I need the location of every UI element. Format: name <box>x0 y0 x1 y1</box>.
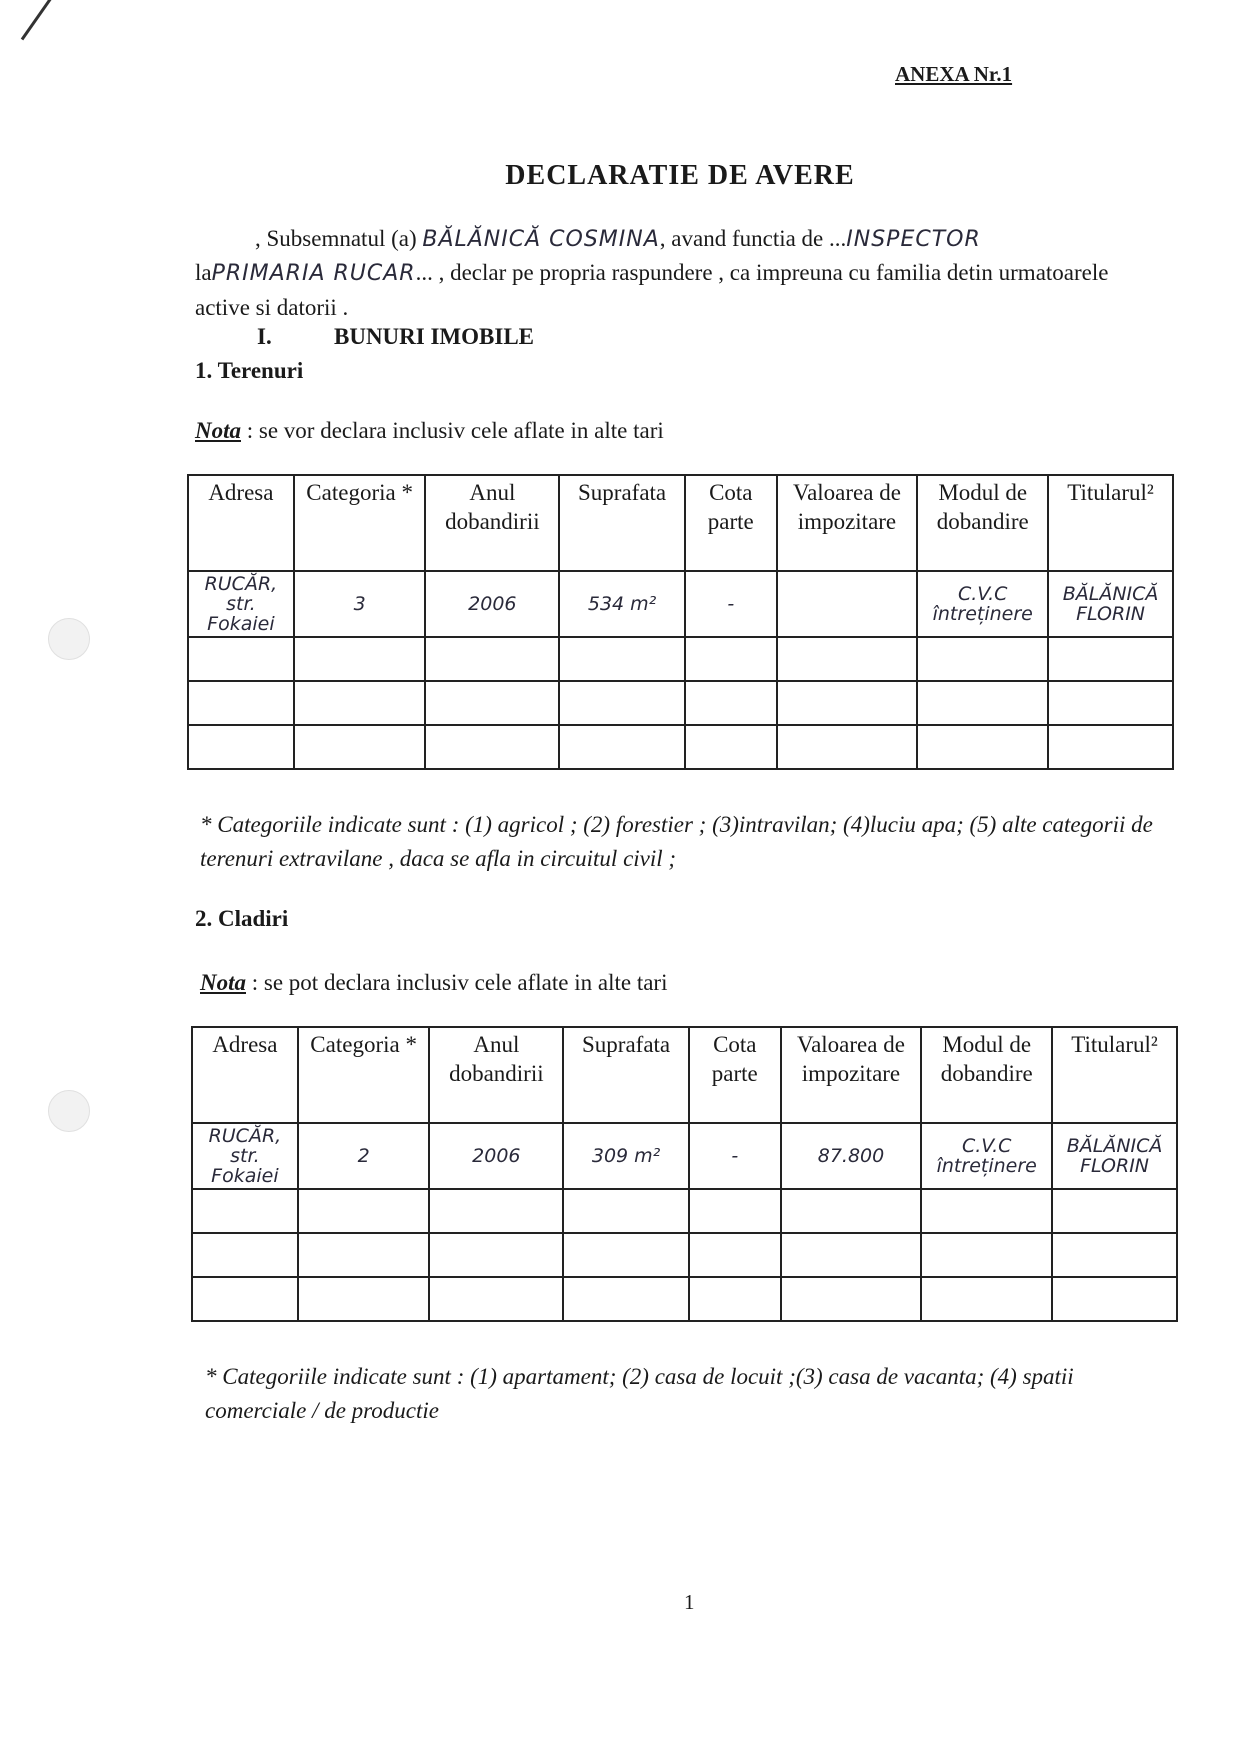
table-cell <box>921 1233 1052 1277</box>
column-header: Modul de dobandire <box>921 1027 1052 1123</box>
column-header: Titularul² <box>1048 475 1173 571</box>
table-row <box>192 1189 1177 1233</box>
table-cell <box>781 1233 922 1277</box>
table-cell <box>563 1189 689 1233</box>
table-row <box>192 1123 1177 1189</box>
table-cell: - <box>685 571 777 637</box>
annex-label: ANEXA Nr.1 <box>895 62 1013 86</box>
column-header: Suprafata <box>559 475 685 571</box>
table-cell: 2006 <box>429 1123 563 1189</box>
table-cell <box>192 1277 298 1321</box>
table-cell: 2 <box>298 1123 430 1189</box>
table-cell <box>1048 681 1173 725</box>
page-title: DECLARATIE DE AVERE <box>505 160 855 191</box>
table-cell <box>298 1277 430 1321</box>
table-cell: C.V.C întreținere <box>917 571 1048 637</box>
table-cell <box>685 637 777 681</box>
table-cell <box>429 1189 563 1233</box>
table-row <box>188 571 1173 637</box>
column-header: Valoarea de impozitare <box>781 1027 922 1123</box>
table-row <box>188 637 1173 681</box>
column-header: Anul dobandirii <box>425 475 559 571</box>
table-cell: BĂLĂNICĂ FLORIN <box>1048 571 1173 637</box>
declarant-institution: PRIMARIA RUCAR <box>211 261 416 286</box>
column-header: Modul de dobandire <box>917 475 1048 571</box>
table-cell <box>294 725 426 769</box>
table-cell <box>294 681 426 725</box>
table-header-row <box>192 1027 1177 1123</box>
table-cell <box>294 637 426 681</box>
table-cell <box>563 1233 689 1277</box>
table-cell <box>777 637 918 681</box>
table-cell <box>921 1189 1052 1233</box>
table-cell <box>559 725 685 769</box>
table-cell: BĂLĂNICĂ FLORIN <box>1052 1123 1177 1189</box>
buildings-note <box>200 970 667 996</box>
table-row <box>188 725 1173 769</box>
table-cell <box>689 1233 781 1277</box>
table-cell <box>298 1189 430 1233</box>
table-cell: - <box>689 1123 781 1189</box>
column-header: Categoria * <box>294 475 426 571</box>
pen-mark <box>21 0 64 40</box>
table-cell <box>429 1277 563 1321</box>
land-table <box>187 474 1174 770</box>
land-heading: 1. Terenuri <box>195 358 304 383</box>
table-cell <box>563 1277 689 1321</box>
land-note-text: : se vor declara inclusiv cele aflate in alte tari <box>241 418 664 443</box>
table-cell <box>559 637 685 681</box>
table-cell <box>685 725 777 769</box>
table-cell <box>777 571 918 637</box>
buildings-note-label: Nota <box>200 970 246 995</box>
land-footnote: * Categoriile indicate sunt : (1) agricol ; (2) forestier ; (3)intravilan; (4)luciu apa; (5) alte categorii de terenuri extravilane , daca se afla in circuitul civil ; <box>200 812 1153 871</box>
column-header: Cota parte <box>685 475 777 571</box>
table-cell: RUCĂR, str. Fokaiei <box>188 571 294 637</box>
declarant-name: BĂLĂNICĂ COSMINA <box>422 227 660 252</box>
table-cell <box>917 637 1048 681</box>
column-header: Adresa <box>188 475 294 571</box>
table-cell <box>685 681 777 725</box>
intro-text-1: , Subsemnatul (a) <box>255 226 423 251</box>
intro-text-3: la <box>195 260 212 285</box>
table-cell <box>559 681 685 725</box>
table-cell <box>917 725 1048 769</box>
table-cell <box>298 1233 430 1277</box>
table-cell <box>917 681 1048 725</box>
table-cell <box>425 637 559 681</box>
land-note <box>195 418 664 444</box>
section-title: BUNURI IMOBILE <box>334 324 535 349</box>
table-cell: 309 m² <box>563 1123 689 1189</box>
table-cell <box>429 1233 563 1277</box>
table-cell <box>1052 1277 1177 1321</box>
column-header: Cota parte <box>689 1027 781 1123</box>
table-cell: 3 <box>294 571 426 637</box>
intro-text-2: , avand functia de ... <box>659 226 847 251</box>
table-cell <box>188 681 294 725</box>
column-header: Adresa <box>192 1027 298 1123</box>
table-cell <box>777 681 918 725</box>
buildings-note-text: : se pot declara inclusiv cele aflate in alte tari <box>246 970 668 995</box>
table-cell: 534 m² <box>559 571 685 637</box>
table-cell <box>781 1189 922 1233</box>
section-number: I. <box>257 324 272 349</box>
table-cell: 87.800 <box>781 1123 922 1189</box>
table-cell <box>781 1277 922 1321</box>
table-cell <box>425 725 559 769</box>
column-header: Categoria * <box>298 1027 430 1123</box>
table-cell <box>689 1189 781 1233</box>
table-cell <box>188 637 294 681</box>
table-cell <box>188 725 294 769</box>
punch-hole-bottom <box>48 1090 90 1132</box>
land-note-label: Nota <box>195 418 241 443</box>
table-cell: RUCĂR, str. Fokaiei <box>192 1123 298 1189</box>
table-cell <box>921 1277 1052 1321</box>
column-header: Anul dobandirii <box>429 1027 563 1123</box>
page-number: 1 <box>684 1590 695 1614</box>
table-cell <box>777 725 918 769</box>
column-header: Suprafata <box>563 1027 689 1123</box>
table-cell <box>1048 637 1173 681</box>
declarant-function: INSPECTOR <box>846 227 981 252</box>
table-row <box>188 681 1173 725</box>
column-header: Titularul² <box>1052 1027 1177 1123</box>
column-header: Valoarea de impozitare <box>777 475 918 571</box>
table-row <box>192 1233 1177 1277</box>
table-row <box>192 1277 1177 1321</box>
table-header-row <box>188 475 1173 571</box>
intro-paragraph-cont <box>195 256 1160 325</box>
intro-text-4: ... , declar pe propria raspundere , ca impreuna cu familia detin urmatoarele active si datorii . <box>195 260 1109 320</box>
table-cell <box>1048 725 1173 769</box>
punch-hole-top <box>48 618 90 660</box>
table-cell <box>1052 1189 1177 1233</box>
table-cell <box>192 1189 298 1233</box>
buildings-footnote: * Categoriile indicate sunt : (1) apartament; (2) casa de locuit ;(3) casa de vacanta; (4) spatii comerciale / de productie <box>205 1364 1074 1423</box>
table-cell <box>425 681 559 725</box>
table-cell <box>1052 1233 1177 1277</box>
table-cell: 2006 <box>425 571 559 637</box>
table-cell <box>192 1233 298 1277</box>
buildings-table <box>191 1026 1178 1322</box>
table-cell: C.V.C întreținere <box>921 1123 1052 1189</box>
buildings-heading: 2. Cladiri <box>195 906 289 931</box>
intro-paragraph <box>195 222 1160 257</box>
table-cell <box>689 1277 781 1321</box>
